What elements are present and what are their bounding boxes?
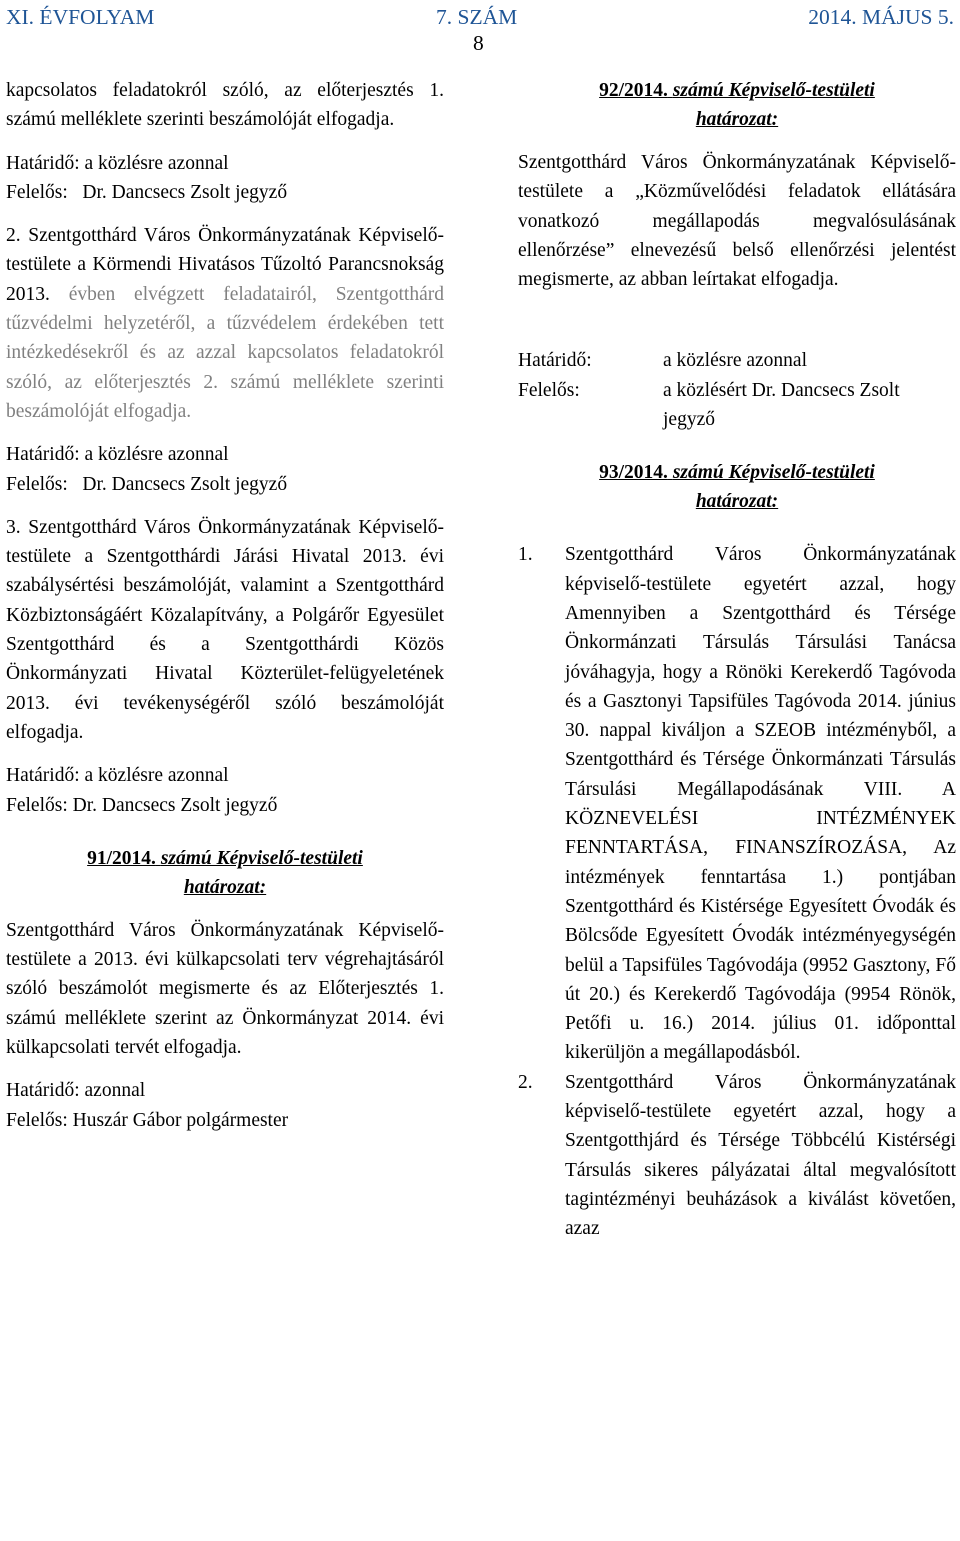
responsible-value: Dr. Dancsecs Zsolt jegyző [72,794,278,816]
list-item-number: 2. [518,1071,533,1093]
deadline-value: azonnal [84,1080,146,1102]
resolution-number: 93/2014. [599,462,668,484]
resolution-number: 91/2014. [87,847,156,869]
deadline-block-2 [6,440,444,499]
resolution-93-list [518,540,956,1243]
volume-label: XI. ÉVFOLYAM [6,5,155,29]
responsible-label: Felelős: [6,794,68,816]
resolution-title-line2: határozat: [695,109,779,130]
resolution-91-text: Szentgotthárd Város Önkormányzatának Képviselő-testülete a 2013. évi külkapcsolati terv végrehajtásáról szóló beszámolót megismerte és az Előterjesztés 1. számú melléklete szerint az Önkormányzat 2014. évi külkapcsolati tervét elfogadja. [6,919,444,1059]
resolution-title: számú Képviselő-testületi [672,80,875,101]
resolution-title: számú Képviselő-testületi [672,462,875,484]
responsible-value: Huszár Gábor polgármester [72,1109,289,1131]
responsible-value: Dr. Dancsecs Zsolt jegyző [82,473,288,495]
resolution-number: 92/2014. [599,80,668,101]
deadline-value: a közlésre azonnal [84,765,229,787]
deadline-label: Határidő: [6,765,80,787]
resolution-title: számú Képviselő-testületi [160,847,363,869]
deadline-block-5 [518,346,956,434]
page-number: 8 [473,31,484,55]
list-item-text: Szentgotthárd Város Önkormányzatának képviselő-testülete egyetért azzal, hogy a Szentgotthjárd és Térsége Többcélú Kistérségi Társulás sikeres pályázatai által megvalósított tagintézményi beuházások a kiválást követően, azaz [565,1071,956,1240]
responsible-value: a közlésért Dr. Dancsecs Zsolt jegyző [663,379,900,431]
item-2-text: 2. Szentgotthárd Város Önkormányzatának Képviselő-testülete a Körmendi Hivatásos Tűzoltó Parancsnokság 2013. [6,225,444,305]
responsible-label: Felelős: [6,181,68,203]
responsible-label: Felelős: [518,379,580,401]
list-item [518,540,956,1067]
page-header [6,4,954,32]
deadline-value: a közlésre azonnal [84,152,229,174]
deadline-block-3 [6,761,444,820]
intro-paragraph: kapcsolatos feladatokról szóló, az előterjesztés 1. számú melléklete szerinti beszámolóját elfogadja. [6,80,444,131]
left-column [6,76,444,1135]
deadline-label: Határidő: [6,444,80,466]
deadline-label: Határidő: [518,350,592,372]
deadline-value: a közlésre azonnal [84,444,229,466]
list-item-text: Szentgotthárd Város Önkormányzatának képviselő-testülete egyetért azzal, hogy Amennyiben a Szentgotthárd és Térsége Önkormánzati Társulás Társulási Tanácsa jóváhagyja, hogy a Rönöki Kerekerdő Tagóvoda és a Gasztonyi Tapsifüles Tagóvoda 2014. június 30. nappal kiváljon a SZEOB intézményből, a Szentgotthárd és Térsége Önkormánzati Társulás Társulási Megállapodásának VIII. A KÖZNEVELÉSI INTÉZMÉNYEK FENNTARTÁSA, FINANSZÍROZÁSA, Az intézmények fenntartása 1.) pontjában Szentgotthárd és Kistérsége Egyesített Óvodák és Bölcsőde Egyesített Óvodák intézményegységén belül a Tapsifüles Tagóvodája (9952 Gasztony, Fő út 20.) és Kerekerdő Tagóvodája (9954 Rönök, Petőfi u. 16.) 2014. július 01. időponttal kikerüljön a megállapodásból. [565,544,956,1064]
item-2-paragraph [6,221,444,426]
item-2-text-continued: évben elvégzett feladatairól, Szentgotthárd tűzvédelmi helyzetéről, a tűzvédelem érdekében tett intézkedésekről és az azzal kapcsolatos feladatokról szóló, az előterjesztés 2. számú melléklete szerinti beszámolóját elfogadja. [6,283,444,422]
deadline-label: Határidő: [6,1080,80,1102]
date-label: 2014. MÁJUS 5. [808,5,954,29]
deadline-block-1 [6,149,444,208]
resolution-92-title [518,76,956,134]
item-3-paragraph: 3. Szentgotthárd Város Önkormányzatának Képviselő-testülete a Szentgotthárdi Járási Hivatal 2013. évi szabálysértési beszámolóját, valamint a Szentgotthárd Közbiztonságáért Közalapítvány, a Polgárőr Egyesület Szentgotthárd és a Szentgotthárdi Közös Önkormányzati Hivatal Közterület-felügyeletének 2013. évi tevékenységéről szóló beszámolóját elfogadja. [6,516,444,743]
deadline-block-4 [6,1076,444,1135]
list-item [518,1068,956,1244]
deadline-value: a közlésre azonnal [663,350,808,372]
deadline-label: Határidő: [6,152,80,174]
resolution-title-line2: határozat: [695,491,779,513]
list-item-number: 1. [518,544,533,566]
resolution-93-title [518,458,956,516]
resolution-91-title [6,844,444,902]
resolution-92-text: Szentgotthárd Város Önkormányzatának Képviselő-testülete a „Közművelődési feladatok ellátására vonatkozó megállapodás megvalósulásának ellenőrzése” elnevezésű belső ellenőrzési jelentést megismerte, az abban leírtakat elfogadja. [518,152,956,291]
responsible-value: Dr. Dancsecs Zsolt jegyző [82,181,288,203]
responsible-label: Felelős: [6,1109,68,1131]
right-column [518,76,956,1244]
resolution-title-line2: határozat: [183,876,267,898]
issue-label: 7. SZÁM [436,5,518,29]
responsible-label: Felelős: [6,473,68,495]
